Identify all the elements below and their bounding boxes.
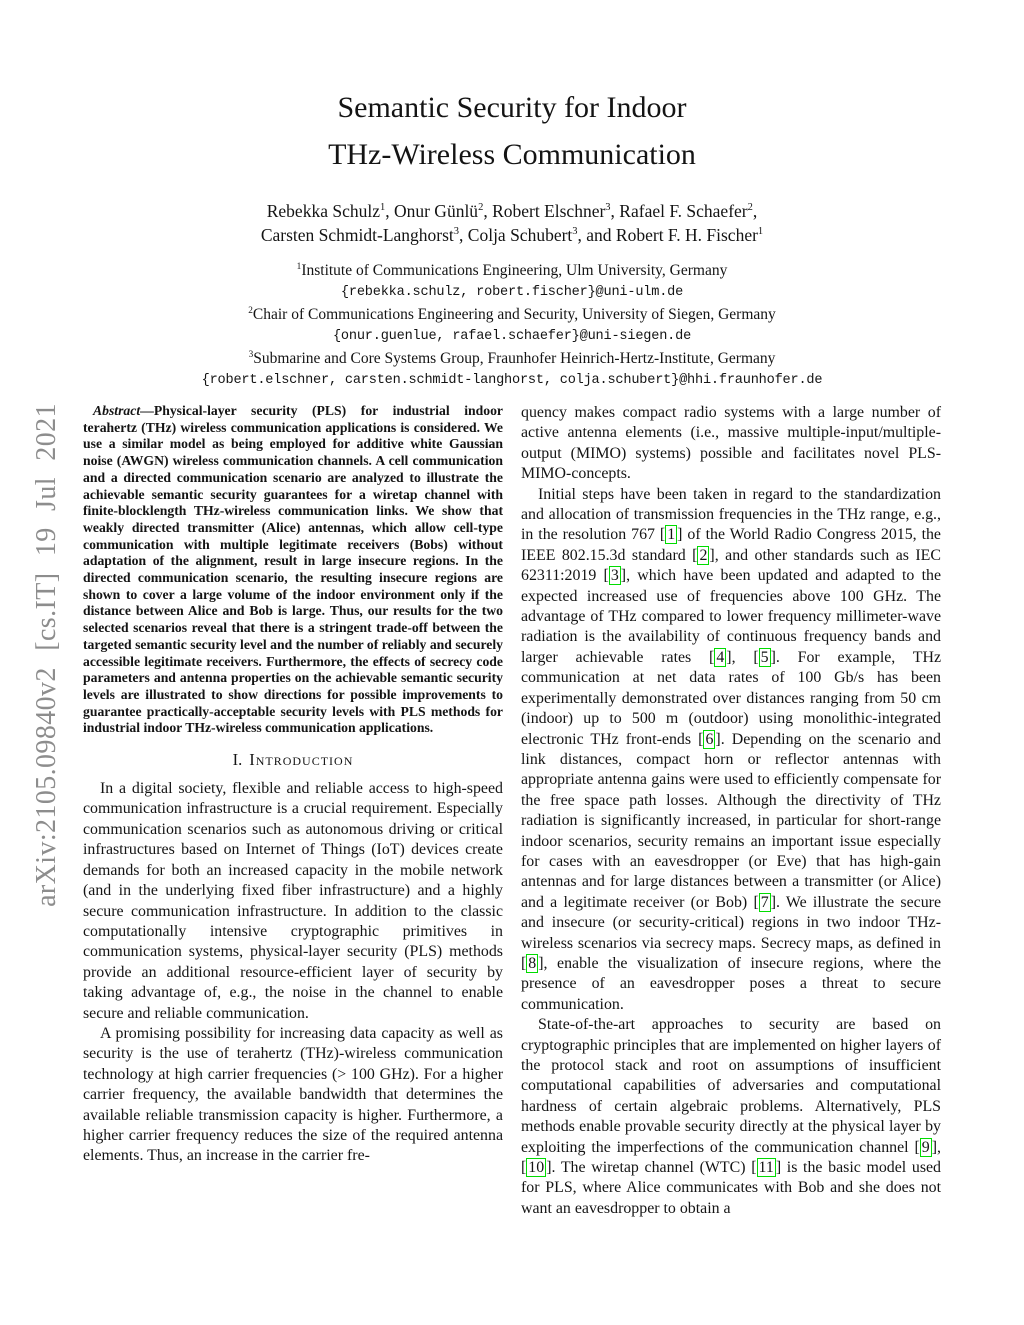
citation-link[interactable]: 9 — [921, 1138, 930, 1156]
right-paragraph-1: quency makes compact radio systems with a large number of active antenna elements (i.e., massive multiple-input/multiple-output (MIMO) systems) possible and facilitates novel PLS-MIMO-concepts. — [521, 404, 941, 483]
affiliation-block — [83, 260, 941, 392]
citation-reference: [ 7 ] — [753, 893, 776, 911]
citation-reference: [ 1 ] — [659, 526, 683, 544]
citation-reference: [ 10 ] — [521, 1159, 552, 1177]
section-title: Introduction — [249, 750, 354, 770]
citation-reference: [ 8 ] — [521, 954, 544, 972]
citation-reference: [ 2 ] — [692, 546, 715, 564]
affiliation-email: {onur.guenlue, rafael.schaefer}@uni-siegen.de — [332, 329, 692, 344]
right-paragraph-2: Initial steps have been taken in regard to the standardization and allocation of transmission frequencies in the THz range, e.g., in the resolution 767 [ 1 ] of the World Radio Congress 2015, the IEEE 802.15.3d standard [ 2 ], and other standards such as IEC 62311:2019 [ 3 ], which have been updated and adapted to the expected increased use of frequencies above 100 GHz. The advantage of THz compared to lower frequency millimeter-wave radiation is the availability of continuous frequency bands and larger achievable rates [ 4 ], [ 5 ]. For example, THz communication at net data rates of 100 Gb/s has been experimentally demonstrated over distances ranging from 50 cm (indoor) up to 500 m (outdoor) using monolithic-integrated electronic THz front-ends [ 6 ]. Depending on the scenario and link distances, compact horn or reflector antennas with appropriate antenna gains were used to efficiently compensate for the free space path losses. Although the directivity of THz radiation is significantly increased, in particular for short-range indoor scenarios, security remains an important issue especially for cases with an eavesdropper (or Eve) that has high-gain antennas and for large distances between a transmitter (or Alice) and a legitimate receiver (or Bob) [ 7 ]. We illustrate the secure and insecure (or security-critical) regions in two indoor THz-wireless scenarios via secrecy maps. Secrecy maps, as defined in [ 8 ], enable the visualization of insecure regions, where the presence of an eavesdropper poses a threat to secure communication. — [521, 485, 941, 1013]
arxiv-stamp: arXiv:2105.09840v2 [cs.IT] 19 Jul 2021 — [31, 403, 62, 907]
affiliation-name: $^3$Submarine and Core Systems Group, Fraunhofer Heinrich-Hertz-Institute, Germany — [248, 349, 776, 367]
author-block — [83, 199, 941, 247]
citation-link[interactable]: 5 — [760, 648, 769, 666]
two-column-body — [83, 403, 941, 1219]
citation-link[interactable]: 6 — [705, 730, 714, 748]
affiliation — [83, 304, 941, 348]
intro-paragraph-1: In a digital society, flexible and reliable access to high-speed communication infrastructure is a crucial requirement. Especially communication scenarios such as autonomous driving or critical infrastructures based on Internet of Things (IoT) devices create demands for both an increased capacity in the mobile network (and in the underlying fixed fiber infrastructure) and a highly secure communication infrastructure. In addition to the classic computationally intensive cryptographic primitives in communication systems, physical-layer security (PLS) methods provide an additional resource-efficient layer of security by taking advantage of, e.g., the noise in the channel to enable secure and reliable communication. — [83, 780, 503, 1022]
citation-link[interactable]: 4 — [716, 648, 725, 666]
intro-paragraph-2: A promising possibility for increasing data capacity as well as security is the use of terahertz (THz)-wireless communication technology at high carrier frequencies (> 100 GHz). For a higher carrier frequency, the available bandwidth that determines the available reliable transmission capacity is higher. Furthermore, a higher carrier frequency reduces the size of the required antenna elements. Thus, an increase in the carrier fre- — [83, 1024, 503, 1165]
section-number: I. — [232, 750, 243, 770]
author-line-1: Rebekka Schulz$^1$, Onur Günlü$^2$, Robert Elschner$^3$, Rafael F. Schaefer$^2$, — [266, 201, 758, 221]
citation-link[interactable]: 3 — [610, 567, 619, 585]
author-line-2: Carsten Schmidt-Langhorst$^3$, Colja Schubert$^3$, and Robert F. H. Fischer$^1$ — [260, 225, 764, 245]
citation-reference: [ 9 ] — [914, 1138, 938, 1156]
left-column — [83, 403, 503, 1219]
citation-link[interactable]: 10 — [528, 1159, 545, 1177]
citation-link[interactable]: 7 — [760, 893, 769, 911]
affiliation — [83, 260, 941, 304]
citation-link[interactable]: 8 — [528, 954, 537, 972]
citation-link[interactable]: 11 — [758, 1159, 774, 1177]
affiliation-name: $^2$Chair of Communications Engineering and Security, University of Siegen, Germany — [248, 305, 776, 323]
right-paragraph-3: State-of-the-art approaches to security are based on cryptographic principles that are implemented on higher layers of the protocol stack and root on assumptions of insufficient computational capabilities of adversaries and computational hardness of certain algebraic problems. Alternatively, PLS methods enable provable security directly at the physical layer by exploiting the imperfections of the communication channel [ 9 ], [ 10 ]. The wiretap channel (WTC) [ 11 ] is the basic model used for PLS, where Alice communicates with Bob and she does not want an eavesdropper to obtain a — [521, 1016, 941, 1217]
paper-title-line-1: Semantic Security for Indoor — [337, 91, 687, 124]
paper-title-line-2: THz-Wireless Communication — [328, 138, 696, 171]
section-heading-introduction — [83, 750, 503, 770]
citation-reference: [ 3 ] — [603, 567, 627, 585]
affiliation-name: $^1$Institute of Communications Engineering, Ulm University, Germany — [296, 261, 728, 279]
paper-header — [83, 84, 941, 392]
citation-reference: [ 6 ] — [698, 730, 721, 748]
paper-title — [83, 84, 941, 178]
citation-link[interactable]: 2 — [699, 546, 708, 564]
citation-reference: [ 4 ] — [709, 648, 732, 666]
citation-reference: [ 5 ] — [753, 648, 776, 666]
citation-reference: [ 11 ] — [751, 1159, 782, 1177]
right-column — [521, 403, 941, 1219]
affiliation-email: {robert.elschner, carsten.schmidt-langhorst, colja.schubert}@hhi.fraunhofer.de — [201, 373, 823, 388]
affiliation-email: {rebekka.schulz, robert.fischer}@uni-ulm.de — [340, 285, 684, 300]
citation-link[interactable]: 1 — [667, 526, 676, 544]
affiliation — [83, 348, 941, 392]
abstract: Abstract—Physical-layer security (PLS) for industrial indoor terahertz (THz) wireless communication applications is considered. We use a similar model as being employed for additive white Gaussian noise (AWGN) wireless communication channels. A cell communication and a directed communication scenario are analyzed to illustrate the achievable semantic security guarantees for a wiretap channel with finite-blocklength THz-wireless communication links. We show that weakly directed transmitter (Alice) antennas, which allow cell-type communication with multiple legitimate receivers (Bobs) without adaptation of the alignment, result in large insecure regions. In the directed communication scenario, the resulting insecure regions are shown to cover a large volume of the indoor environment only if the distance between Alice and Bob is large. Thus, our results for the two selected scenarios reveal that there is a stringent trade-off between the targeted semantic security level and the number of reliably and securely accessible legitimate receivers. Furthermore, the effects of secrecy code parameters and antenna properties on the achievable semantic security levels are illustrated to show directions for possible improvements to guarantee practically-acceptable security levels with PLS methods for industrial indoor THz-wireless communication applications. — [83, 403, 503, 736]
